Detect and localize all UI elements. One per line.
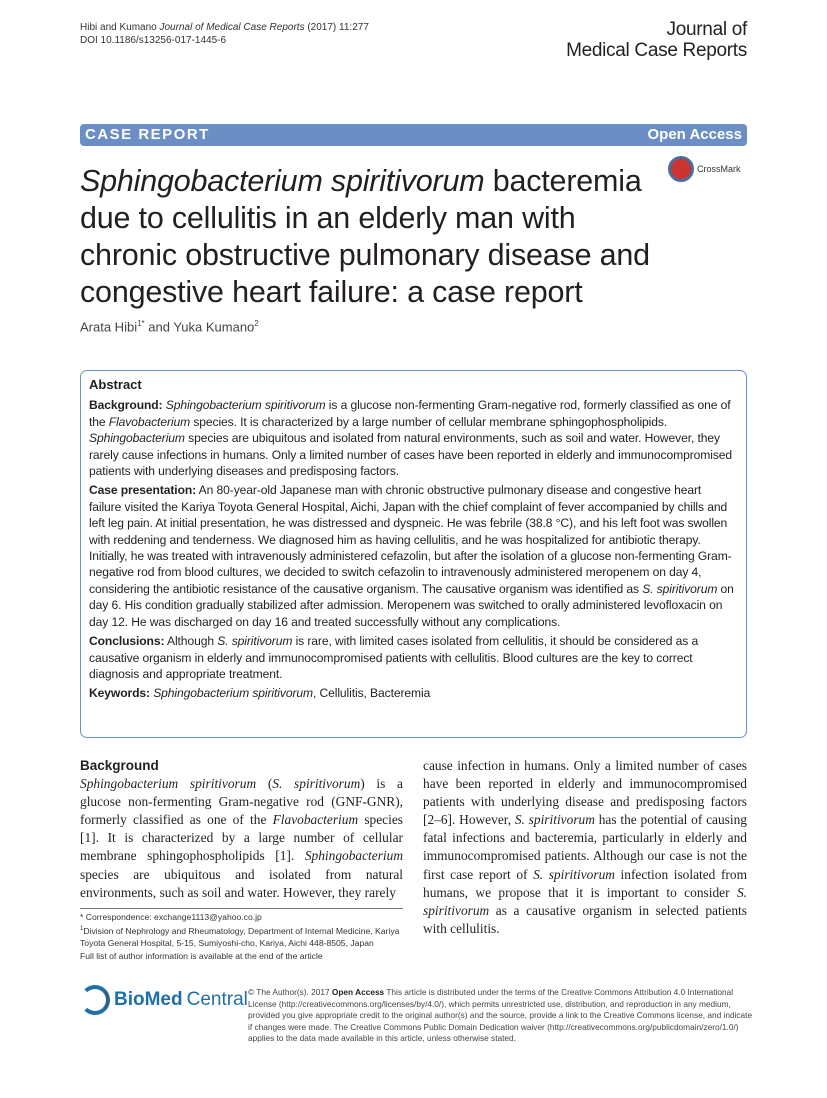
- text-run: species are ubiquitous and isolated from natural environments, such as soil and water. However, they rarely cause infections in humans. Only a limited number of cases have been reported in elderly and immunocompromised patients with underlying diseases and predisposing factors.: [89, 431, 733, 479]
- abstract-label: Case presentation:: [89, 483, 197, 498]
- text-run: as a causative organism in selected patients with cellulitis.: [423, 902, 747, 936]
- text-run: (: [256, 776, 273, 792]
- text-run: , Cellulitis, Bacteremia: [312, 686, 431, 701]
- italic-run: S. spiritivorum: [514, 812, 595, 828]
- citation-authors: Hibi and Kumano: [80, 22, 160, 33]
- italic-run: S. spiritivorum: [642, 581, 718, 596]
- author-1[interactable]: Arata Hibi: [80, 319, 138, 335]
- text-run: An 80-year-old Japanese man with chronic obstructive pulmonary disease and congestive heart failure visited the Kariya Toyota General Hospital, Aichi, Japan with the chief complaint of fever accompanied by chills and left leg pain. At initial presentation, he was distressed and dyspneic. He was febrile (38.8 °C), and his left foot was swollen with reddening and tenderness. We diagnosed him as having cellulitis, and he was hospitalized for antibiotic therapy. Initially, he was treated with intravenously administered cefazolin, but after the isolation of a glucose non-fermenting Gram-negative rod from blood cultures, we decided to switch cefazolin to intravenously administered meropenem on day 4, considering the antibiotic resistance of the causative organism. The causative organism was identified as: [89, 483, 732, 596]
- article-type: CASE REPORT: [85, 126, 210, 143]
- author-info-note: Full list of author information is available at the end of the article: [80, 950, 323, 961]
- italic-run: S. spiritivorum: [272, 776, 361, 792]
- text-run: species. It is characterized by a large number of cellular membrane sphingophospholipids.: [190, 414, 668, 429]
- article-title: [80, 163, 680, 311]
- text-run: ) is a glucose non-fermenting Gram-negative rod (GNF-GNR), formerly classified as one of the: [80, 776, 403, 828]
- italic-run: Sphingobacterium: [89, 431, 185, 446]
- affil-number: 1: [80, 926, 84, 933]
- title-rest: bacteremia due to cellulitis in an elderly man with chronic obstructive pulmonary disease and congestive heart failure: a case report: [80, 164, 650, 309]
- abstract-paragraph: [89, 633, 736, 682]
- correspondence[interactable]: * Correspondence: exchange1113@yahoo.co.jp: [80, 912, 262, 922]
- text-run: species [1]. It is characterized by a large number of cellular membrane sphingophospholipids [1].: [80, 812, 403, 864]
- citation-volume: (2017) 11:277: [304, 22, 369, 33]
- logo-bold: BioMed: [114, 989, 183, 1010]
- text-run: species are ubiquitous and isolated from natural environments, such as soil and water. However, they rarely: [80, 866, 403, 900]
- author-2[interactable]: Yuka Kumano: [173, 319, 255, 335]
- affiliation: [80, 923, 410, 949]
- abstract-paragraph: [89, 482, 736, 630]
- journal-logo-line1: Journal of: [666, 19, 747, 40]
- title-italic: Sphingobacterium spiritivorum: [80, 164, 485, 198]
- citation-journal: Journal of Medical Case Reports: [159, 22, 305, 33]
- italic-run: S. spiritivorum: [423, 884, 747, 918]
- abstract-paragraph: [89, 397, 736, 479]
- biomed-central-logo: [80, 985, 248, 1015]
- body-paragraph: [423, 757, 747, 938]
- text-run: is rare, with limited cases isolated from cellulitis, it should be considered as a causative organism in elderly and immunocompromised patients with cellulitis. Blood cultures are the key to correct diagnosis and appropriate treatment.: [89, 634, 699, 681]
- crossmark-label: CrossMark: [697, 164, 741, 174]
- license-open-access: Open Access: [331, 987, 385, 997]
- abstract-label: Keywords:: [89, 686, 150, 701]
- text-run: infection isolated from humans, we propose that it is important to consider: [423, 866, 747, 900]
- footnote-divider: [80, 908, 403, 909]
- affil-text: Division of Nephrology and Rheumatology, Department of Internal Medicine, Kariya Toyota General Hospital, 5-15, Sumiyoshi-cho, Kariya, Aichi 448-8505, Japan: [80, 926, 400, 949]
- text-run: on day 6. His condition gradually stabilized after admission. Meropenem was switched to orally administered levofloxacin on day 12. He was discharged on day 16 and treated successfully without any complications.: [89, 581, 734, 629]
- section-heading-background: Background: [80, 758, 159, 773]
- copyright: © The Author(s). 2017: [248, 987, 332, 997]
- body-left-column: [80, 757, 403, 902]
- journal-logo: [566, 19, 747, 61]
- italic-run: Sphingobacterium spiritivorum: [80, 776, 257, 792]
- footnotes: [80, 911, 410, 962]
- abstract-label: Conclusions:: [89, 634, 165, 649]
- italic-run: Flavobacterium: [108, 414, 191, 429]
- italic-run: Sphingobacterium spiritivorum: [165, 398, 326, 413]
- author-sep: and: [144, 319, 174, 335]
- abstract-label: Background:: [89, 398, 163, 413]
- body-paragraph: [80, 775, 403, 902]
- license-text: This article is distributed under the terms of the Creative Commons Attribution 4.0 International License (http://creativecommons.org/licenses/by/4.0/), which permits unrestricted use, distribution, and reproduction in any medium, provided you give appropriate credit to the original author(s) and the source, provide a link to the Creative Commons license, and indicate if changes were made. The Creative Commons Public Domain Dedication waiver (http://creativecommons.org/publicdomain/zero/1.0/) applies to the data made available in this article, unless otherwise stated.: [248, 987, 753, 1044]
- author-2-affil: 2: [254, 319, 259, 328]
- bmc-logo-icon: [80, 985, 110, 1015]
- italic-run: S. spiritivorum: [217, 634, 293, 649]
- abstract-box: [80, 370, 747, 738]
- italic-run: Sphingobacterium spiritivorum: [153, 686, 313, 701]
- text-run: is a glucose non-fermenting Gram-negative rod, formerly classified as one of the: [89, 398, 731, 429]
- running-header: [80, 21, 369, 47]
- author-list: [80, 319, 259, 334]
- text-run: cause infection in humans. Only a limited number of cases have been reported in elderly and immunocompromised patients with underlying disease and predisposing factors [2–6]. However,: [423, 758, 747, 828]
- body-right-column: [423, 757, 747, 938]
- abstract-paragraph: [89, 685, 736, 701]
- italic-run: Flavobacterium: [272, 812, 359, 828]
- text-run: Although: [164, 634, 218, 649]
- text-run: has the potential of causing fatal infections and bacteremia, particularly in elderly and immunocompromised patients. Although our case is not the first case report of: [423, 812, 748, 882]
- italic-run: Sphingobacterium: [304, 848, 403, 864]
- italic-run: S. spiritivorum: [533, 866, 615, 882]
- license-statement: [248, 987, 753, 1045]
- open-access-label: Open Access: [647, 126, 742, 143]
- article-type-banner: [80, 124, 747, 146]
- abstract-heading: Abstract: [89, 377, 142, 392]
- journal-logo-line2: Medical Case Reports: [566, 40, 747, 61]
- doi[interactable]: DOI 10.1186/s13256-017-1445-6: [80, 35, 227, 46]
- logo-rest: Central: [186, 989, 248, 1010]
- author-1-affil: 1*: [137, 319, 145, 328]
